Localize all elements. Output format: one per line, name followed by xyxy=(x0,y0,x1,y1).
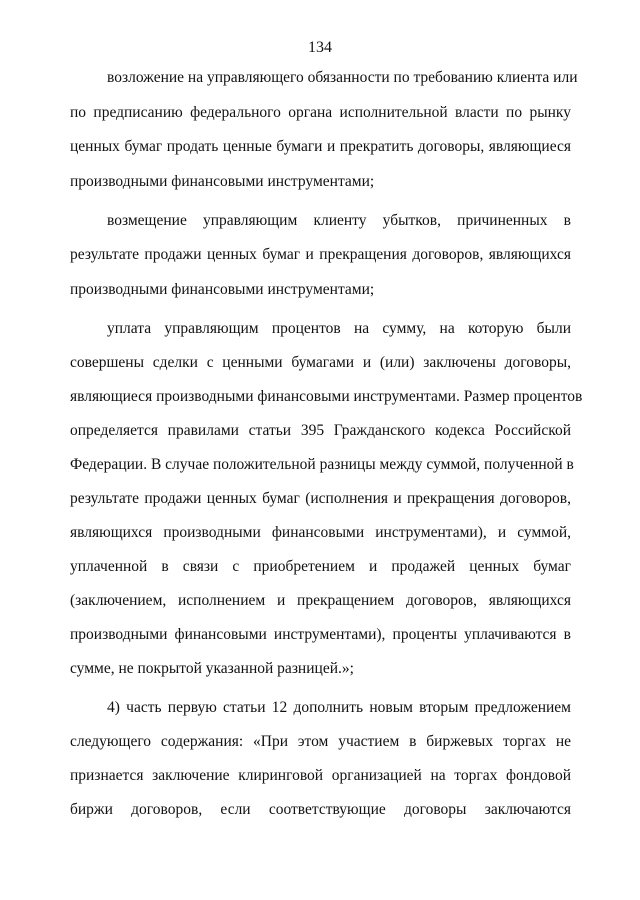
text-line: биржи договоров, если соответствующие договоры заключаются xyxy=(70,801,571,818)
text-line: производными финансовыми инструментами), проценты уплачиваются в xyxy=(70,626,571,643)
text-line: сумме, не покрытой указанной разницей.»; xyxy=(70,660,354,677)
text-line: уплата управляющим процентов на сумму, на которую были xyxy=(107,320,571,337)
text-line: 4) часть первую статьи 12 дополнить новым вторым предложением xyxy=(107,699,571,716)
text-line: являющиеся производными финансовыми инструментами. Размер процентов xyxy=(70,388,583,405)
page-number: 134 xyxy=(308,39,332,56)
text-line: ценных бумаг продать ценные бумаги и прекратить договоры, являющиеся xyxy=(70,138,571,155)
text-line: по предписанию федерального органа исполнительной власти по рынку xyxy=(70,104,571,121)
text-line: уплаченной в связи с приобретением и продажей ценных бумаг xyxy=(70,558,571,575)
text-line: Федерации. В случае положительной разницы между суммой, полученной в xyxy=(70,456,574,473)
text-line: являющихся производными финансовыми инструментами), и суммой, xyxy=(70,524,571,541)
text-line: следующего содержания: «При этом участием в биржевых торгах не xyxy=(70,733,571,750)
text-line: производными финансовыми инструментами; xyxy=(70,281,375,298)
text-line: признается заключение клиринговой организацией на торгах фондовой xyxy=(70,767,571,784)
text-line: определяется правилами статьи 395 Гражданского кодекса Российской xyxy=(70,422,571,439)
text-line: возложение на управляющего обязанности по требованию клиента или xyxy=(107,69,578,86)
text-line: производными финансовыми инструментами; xyxy=(70,173,375,190)
text-line: совершены сделки с ценными бумагами и (или) заключены договоры, xyxy=(70,354,571,371)
text-line: возмещение управляющим клиенту убытков, причиненных в xyxy=(107,212,571,229)
text-line: (заключением, исполнением и прекращением договоров, являющихся xyxy=(70,592,571,609)
text-line: результате продажи ценных бумаг и прекращения договоров, являющихся xyxy=(70,246,571,263)
text-line: результате продажи ценных бумаг (исполнения и прекращения договоров, xyxy=(70,490,571,507)
